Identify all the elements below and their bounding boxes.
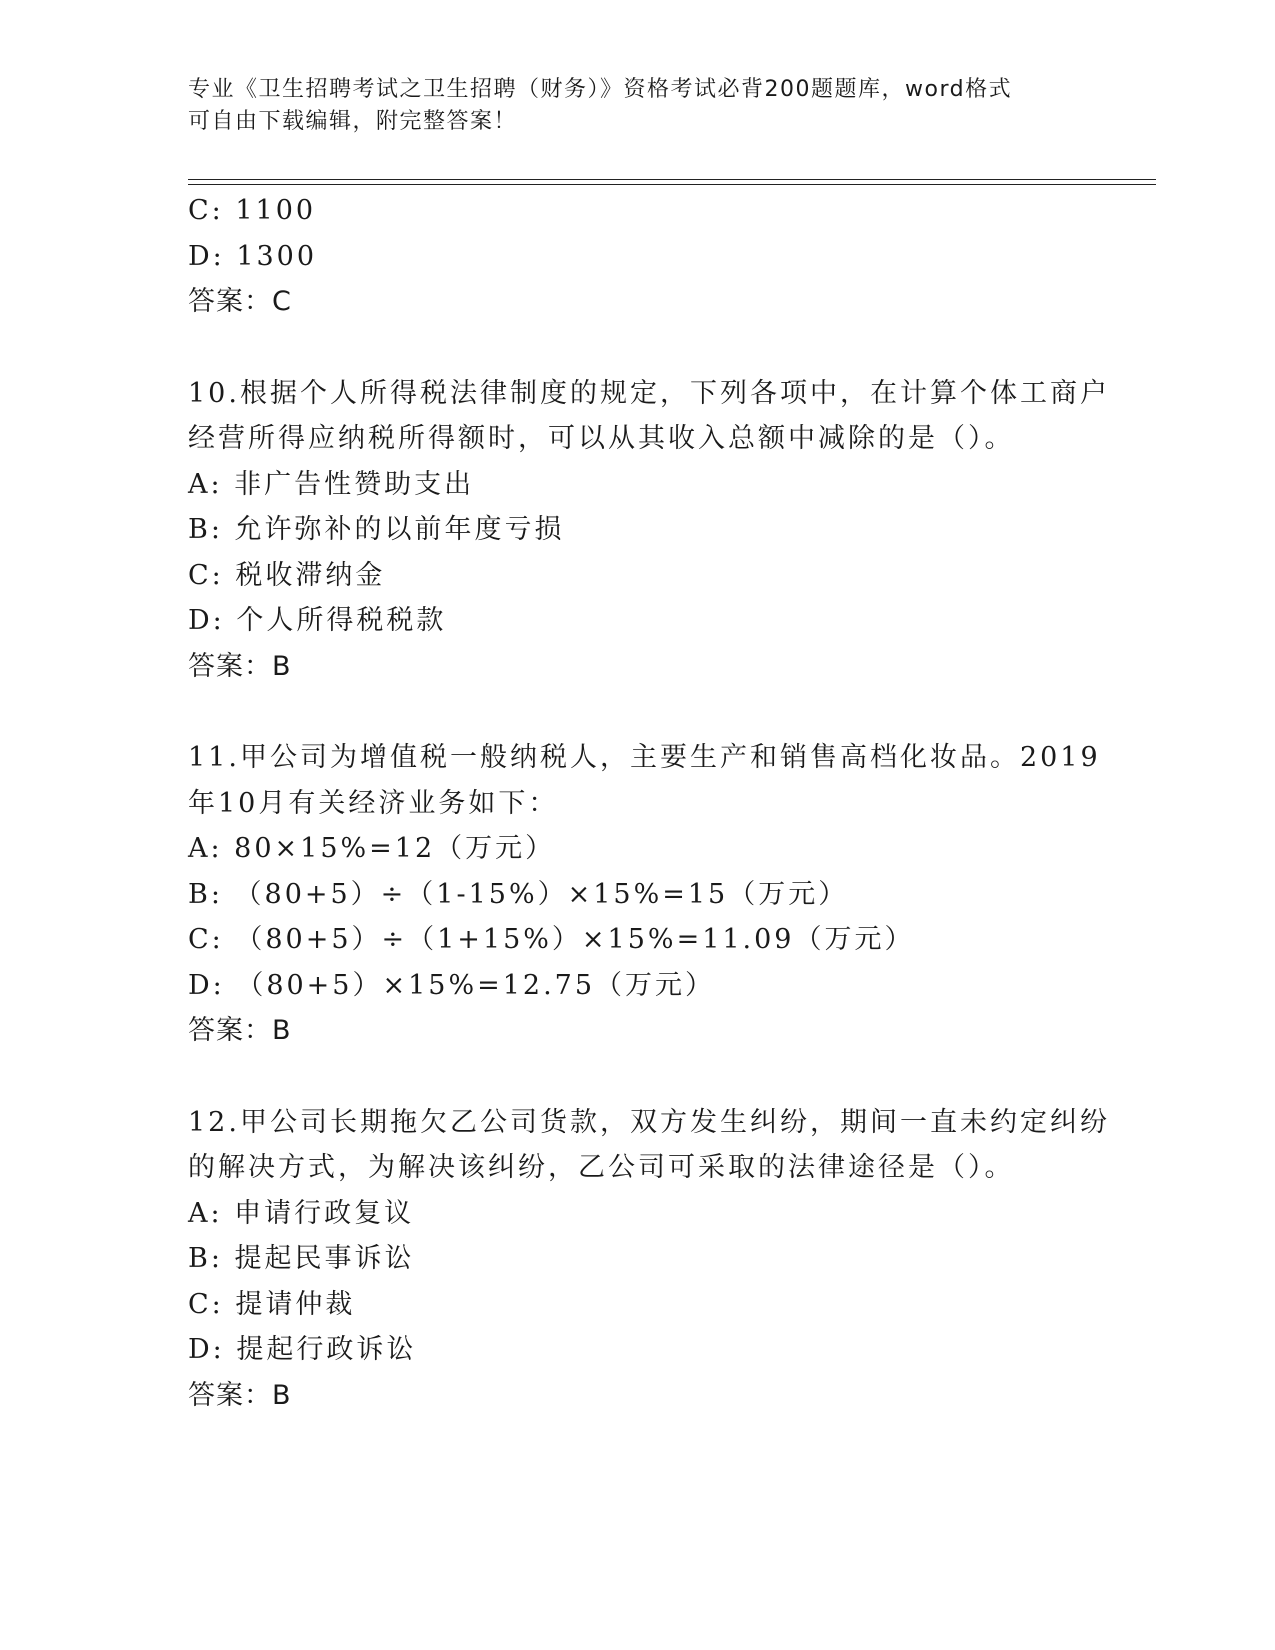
- question-list: [188, 188, 1110, 1418]
- option-c: C: 提请仲裁: [188, 1288, 356, 1320]
- option-c: C: 税收滞纳金: [188, 559, 386, 591]
- question-stem-line-1: 12.甲公司长期拖欠乙公司货款，双方发生纠纷，期间一直未约定纠纷: [188, 1106, 1110, 1138]
- question-12: [188, 1100, 1110, 1419]
- header-line-2: 可自由下载编辑，附完整答案！: [188, 109, 518, 134]
- option-c: C: （80+5）÷（1+15%）×15%=11.09（万元）: [188, 924, 915, 955]
- header-divider-top: [188, 179, 1156, 180]
- question-stem-line-2: 年10月有关经济业务如下：: [188, 787, 559, 819]
- option-d: D: （80+5）×15%=12.75（万元）: [188, 969, 716, 1001]
- option-a: A: 非广告性赞助支出: [188, 468, 475, 500]
- option-a: A: 申请行政复议: [188, 1197, 415, 1229]
- question-stem-line-2: 的解决方式，为解决该纠纷，乙公司可采取的法律途径是（）。: [188, 1152, 1015, 1183]
- answer-line: 答案：B: [188, 1379, 292, 1411]
- question-9: [188, 188, 1088, 325]
- spacer: [188, 1054, 1088, 1100]
- option-b: B: 允许弥补的以前年度亏损: [188, 514, 565, 545]
- answer-line: 答案：C: [188, 286, 292, 317]
- answer-line: 答案：B: [188, 650, 292, 682]
- question-stem-line-1: 10.根据个人所得税法律制度的规定，下列各项中，在计算个体工商户: [188, 377, 1110, 409]
- header-divider-bottom: [188, 184, 1156, 185]
- option-b: B: 提起民事诉讼: [188, 1243, 415, 1274]
- document-header: [188, 74, 1088, 138]
- option-d: D: 个人所得税税款: [188, 605, 447, 636]
- question-10: [188, 371, 1110, 690]
- option-d: D: 提起行政诉讼: [188, 1334, 417, 1365]
- option-c: C: 1100: [188, 195, 317, 226]
- header-line-1: 专业《卫生招聘考试之卫生招聘（财务）》资格考试必背200题题库，word格式: [188, 77, 1013, 102]
- question-stem-line-2: 经营所得应纳税所得额时，可以从其收入总额中减除的是（）。: [188, 423, 1015, 454]
- answer-line: 答案：B: [188, 1015, 292, 1046]
- spacer: [188, 325, 1088, 371]
- spacer: [188, 689, 1088, 735]
- question-11: [188, 735, 1101, 1054]
- option-d: D: 1300: [188, 240, 318, 272]
- question-stem-line-1: 11.甲公司为增值税一般纳税人，主要生产和销售高档化妆品。2019: [188, 742, 1101, 773]
- option-b: B: （80+5）÷（1-15%）×15%=15（万元）: [188, 878, 849, 910]
- option-a: A: 80×15%=12（万元）: [188, 833, 556, 864]
